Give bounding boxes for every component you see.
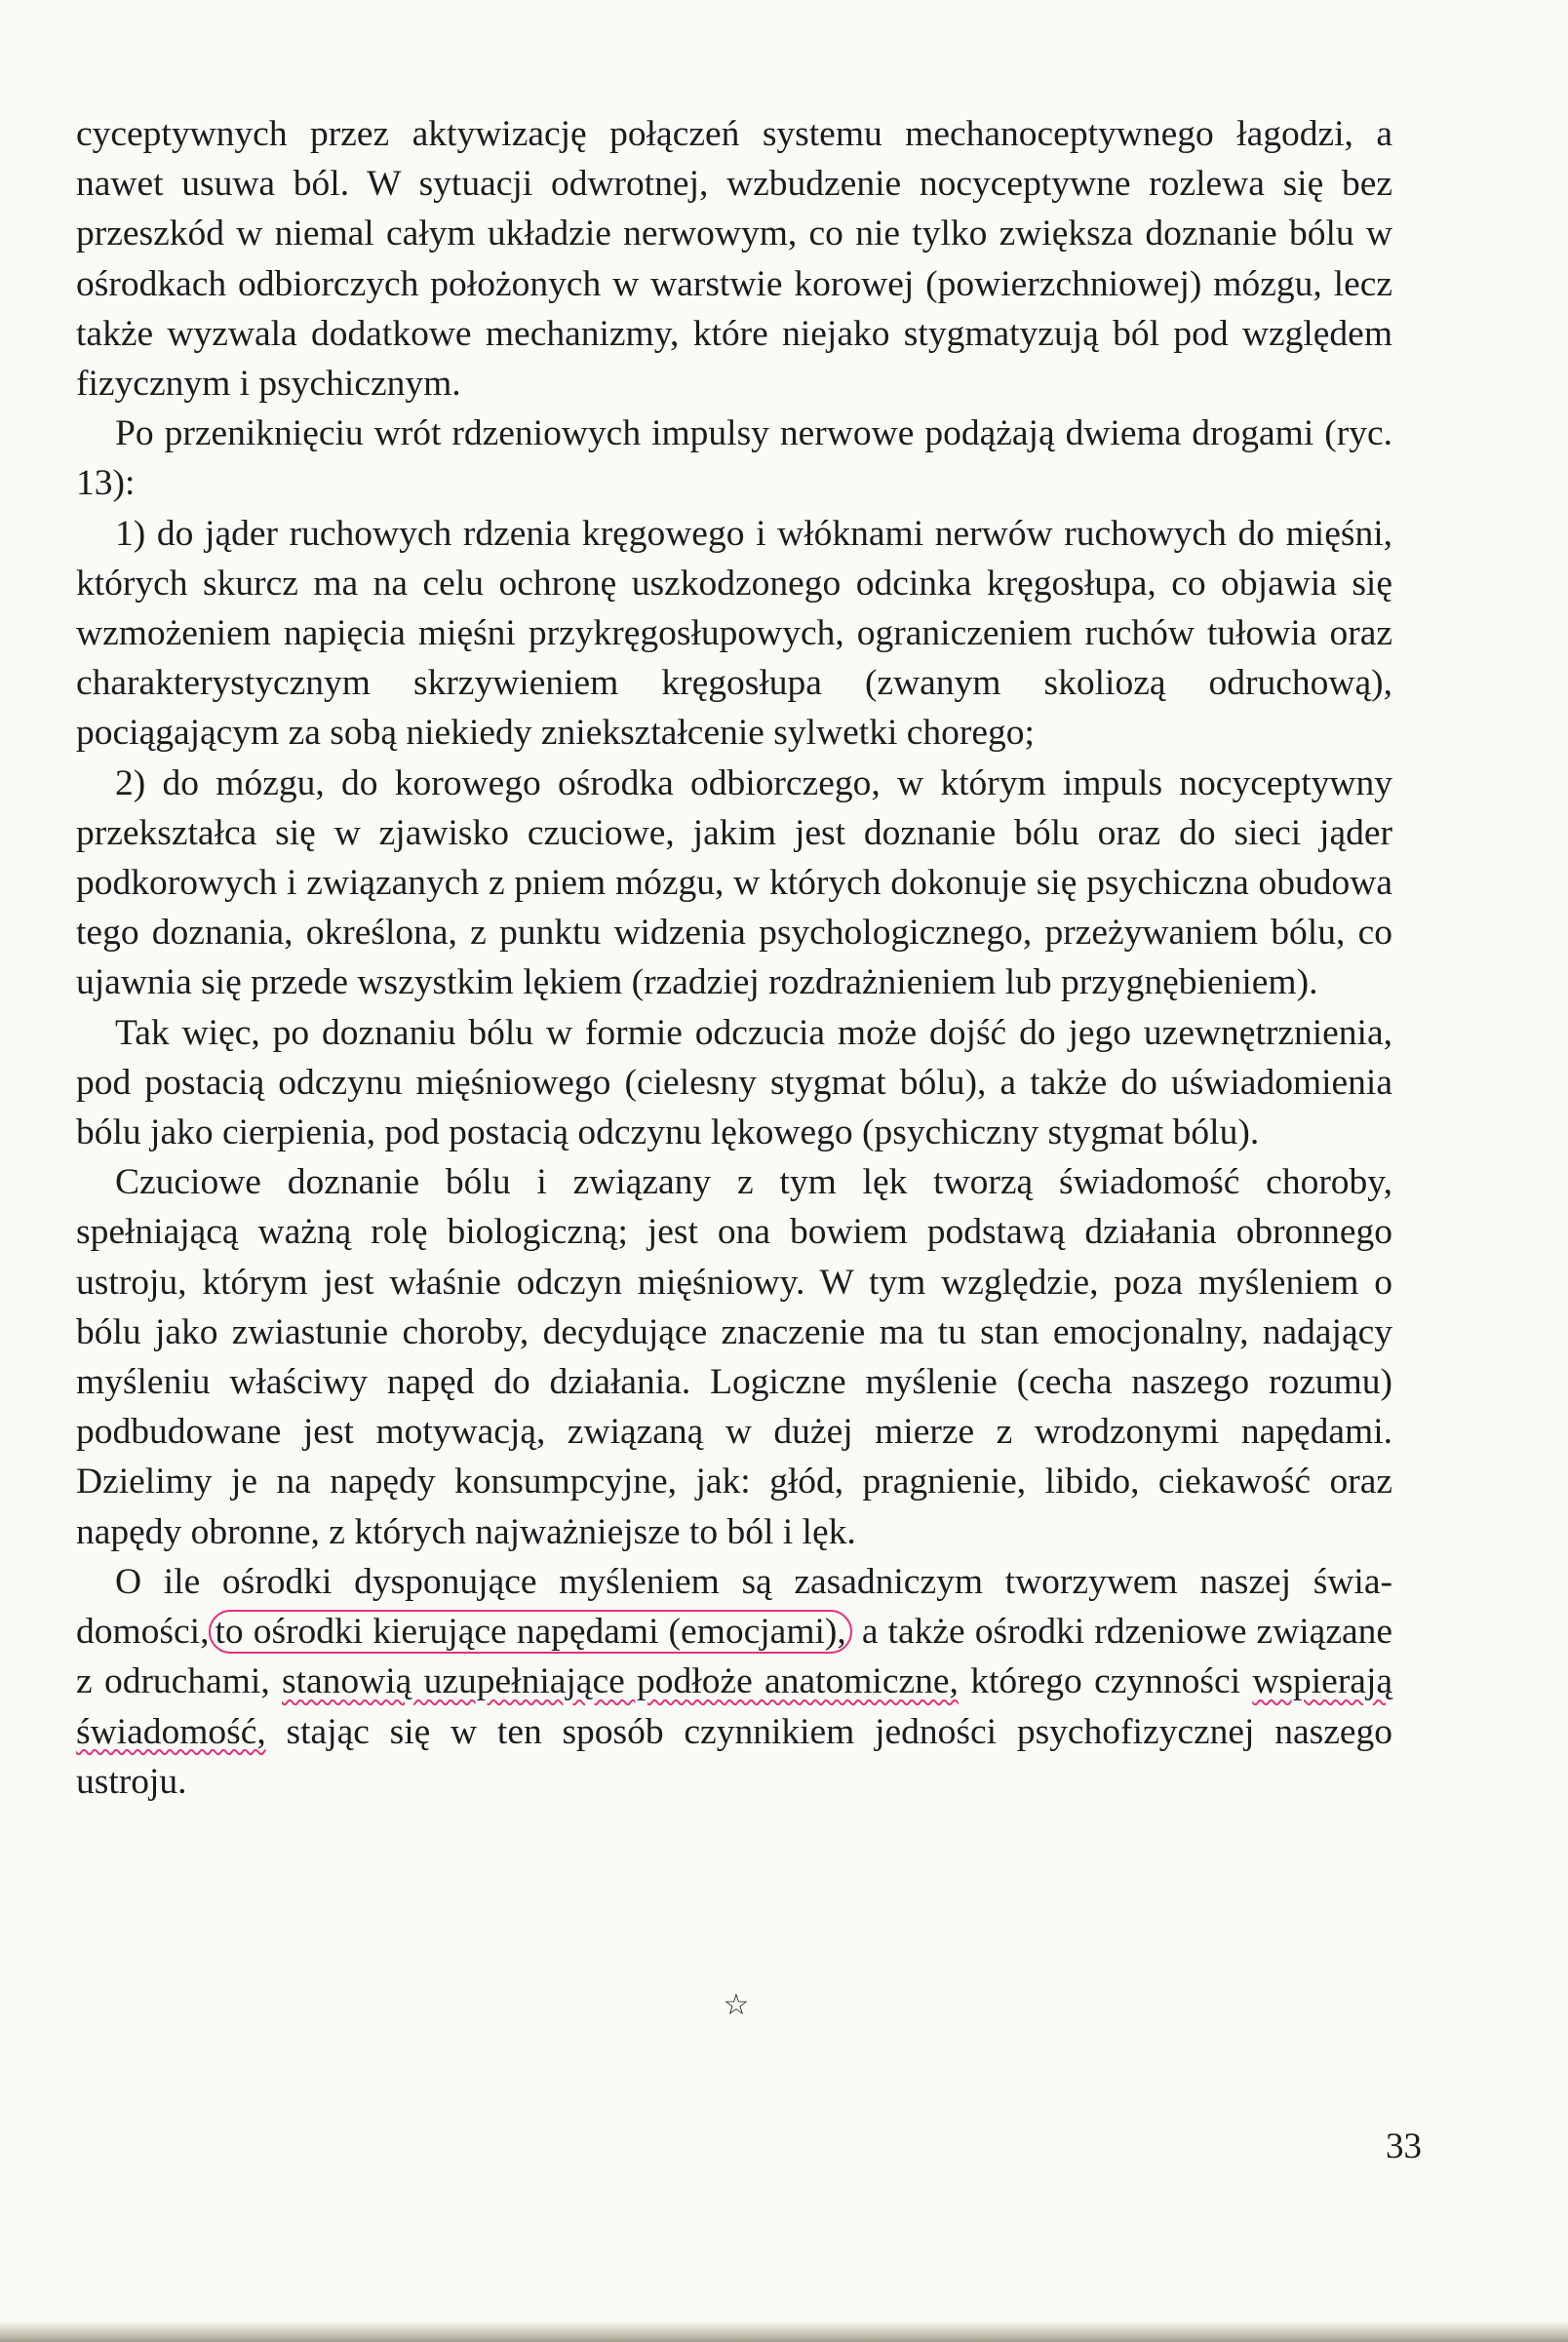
page-number: 33 xyxy=(1386,2127,1422,2166)
body-text xyxy=(76,109,1392,1807)
paragraph-disease-awareness: Czuciowe doznanie bólu i związany z tym lęk tworzą świadomość choroby, spełniającą ważną rolę biologiczną; jest ona bowiem podstawą działania obronnego ustroju, którym jest właśnie odczyn mięśniowy. W tym względzie, poza myśleniem o bólu jako zwiastunie choroby, decydujące znaczenie ma tu stan emocjonalny, nadający myśleniu właściwy napęd do działania. Logiczne myślenie (cecha naszego rozumu) podbudowane jest motywacją, związaną w dużej mierze z wrodzonymi napędami. Dzielimy je na napędy konsumpcyjne, jak: głód, pragnienie, libido, ciekawość oraz napędy obronne, z których najważniejsze to ból i lęk. xyxy=(76,1162,1392,1552)
consciousness-text-3: którego czynności xyxy=(958,1661,1253,1702)
paragraph-consciousness xyxy=(76,1557,1392,1807)
paragraph-pathways-intro: Po przeniknięciu wrót rdzeniowych impulsy nerwowe podążają dwiema drogami (ryc. 13): xyxy=(76,413,1392,504)
paragraph-pain-stigma: Tak więc, po doznaniu bólu w formie odczucia może dojść do jego uzewnętrznienia, pod postacią odczynu mięśniowego (cielesny stygmat bólu), a także do uświadomienia bólu jako cierpienia, pod postacią odczynu lękowego (psychiczny stygmat bólu). xyxy=(76,1012,1392,1153)
section-separator-star: ☆ xyxy=(723,1989,750,2021)
paragraph-continuation: cyceptywnych przez aktywizację połączeń systemu mechanoceptywnego łagodzi, a nawet usuwa ból. W sytuacji odwrotnej, wzbudzenie nocyceptywne rozlewa się bez przeszkód w niemal całym układzie nerwowym, co nie tylko zwiększa doznanie bólu w ośrodkach odbiorczych położonych w warstwie korowej (powierzchniowej) mózgu, lecz także wyzwala dodatkowe mechanizmy, które niejako stygmatyzują ból pod względem fizycznym i psychicznym. xyxy=(76,114,1392,405)
list-item-motor-nuclei: 1) do jąder ruchowych rdzenia kręgowego i włóknami nerwów ruchowych do mięśni, których skurcz ma na celu ochronę uszkodzonego odcinka kręgosłupa, co objawia się wzmożeniem napięcia mięśni przykręgosłupowych, ograniczeniem ruchów tułowia oraz charakterystycznym skrzywieniem kręgosłupa (zwanym skoliozą odruchową), pociągającym za sobą niekiedy zniekształcenie sylwetki chorego; xyxy=(76,513,1392,754)
consciousness-text-1: O ile ośrodki dysponujące myśleniem są zasadniczym tworzywem naszej świadomości, xyxy=(76,1561,1392,1653)
highlight-underlined-phrase-2: wspierają świadomość, xyxy=(76,1661,1393,1752)
highlight-underlined-phrase-1: stanowią uzupełniające podłoże anatomiczne, xyxy=(282,1661,959,1702)
highlight-circled-phrase: to ośrodki kierujące napędami (emocjami), xyxy=(209,1610,851,1654)
consciousness-text-4: stając się w ten sposób czynnikiem jedności psychofizycznej naszego ustroju. xyxy=(76,1711,1392,1802)
consciousness-text-2: a także ośrodki rdzeniowe związane z odruchami, xyxy=(76,1612,1392,1702)
page-bottom-edge xyxy=(0,2321,1568,2342)
list-item-brain: 2) do mózgu, do korowego ośrodka odbiorczego, w którym impuls nocyceptywny przekształca się w zjawisko czuciowe, jakim jest doznanie bólu oraz do sieci jąder podkorowych i związanych z pniem mózgu, w których dokonuje się psychiczna obudowa tego doznania, określona, z punktu widzenia psychologicznego, przeżywaniem bólu, co ujawnia się przede wszystkim lękiem (rzadziej rozdrażnieniem lub przygnębieniem). xyxy=(76,762,1392,1003)
